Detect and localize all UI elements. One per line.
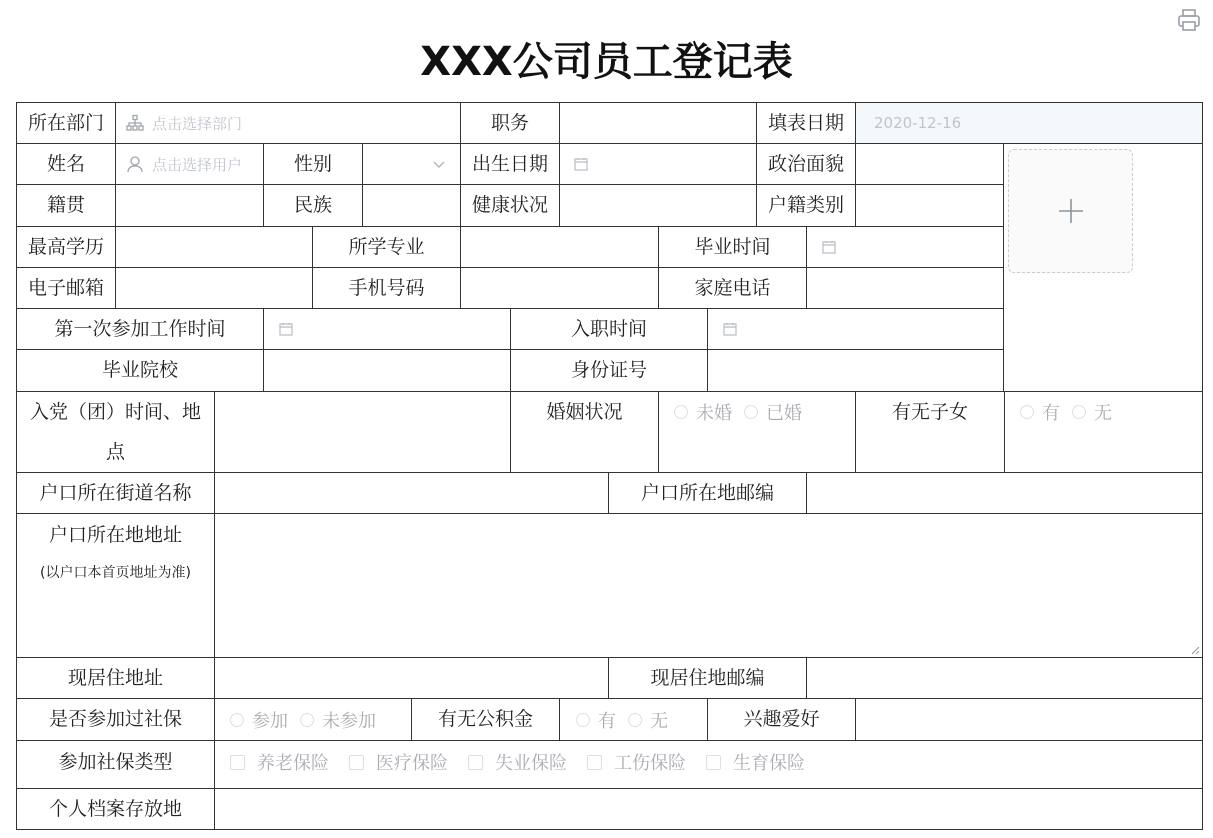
label-major: 所学专业: [348, 235, 425, 258]
calendar-icon: [574, 157, 588, 171]
label-current-postcode: 现居住地邮编: [650, 666, 765, 689]
label-home-phone: 家庭电话: [694, 276, 771, 299]
archive-location-input[interactable]: [215, 789, 1202, 829]
hukou-street-input[interactable]: [215, 473, 608, 513]
marital-option-label: 未婚: [696, 403, 732, 424]
label-politics: 政治面貌: [767, 152, 844, 175]
label-ethnicity: 民族: [293, 194, 332, 216]
radio-circle[interactable]: [576, 713, 590, 727]
radio-circle[interactable]: [1020, 405, 1034, 419]
major-input[interactable]: [461, 227, 658, 267]
label-hukou-postcode: 户口所在地邮编: [640, 481, 774, 504]
grad-time-input[interactable]: [822, 226, 1000, 268]
label-mobile: 手机号码: [348, 276, 425, 299]
radio-circle[interactable]: [300, 713, 314, 727]
school-input[interactable]: [264, 350, 510, 391]
user-select[interactable]: [126, 143, 260, 185]
department-select[interactable]: [126, 102, 456, 144]
label-birth-date: 出生日期: [471, 152, 548, 175]
fund-option-label: 有: [598, 710, 616, 732]
label-party-line2: 点: [105, 440, 125, 463]
resize-handle-icon[interactable]: [1190, 645, 1200, 655]
ss-types-checkbox-group[interactable]: [230, 740, 1190, 784]
label-hukou-address-note: (以户口本首页地址为准): [40, 565, 191, 581]
label-party-line1: 入党（团）时间、地: [29, 400, 201, 423]
children-radio-group[interactable]: [1020, 397, 1200, 427]
ss-option-no[interactable]: [300, 707, 376, 733]
hobbies-input[interactable]: [856, 699, 1202, 740]
id-number-input[interactable]: [708, 350, 1003, 391]
fund-option-no[interactable]: [628, 707, 668, 733]
children-option-no[interactable]: [1072, 399, 1112, 425]
marital-option-unmarried[interactable]: [674, 399, 732, 425]
label-native-place: 籍贯: [46, 194, 85, 216]
marital-radio-group[interactable]: [674, 397, 854, 427]
label-id-number: 身份证号: [570, 359, 647, 381]
calendar-icon: [279, 322, 293, 336]
education-input[interactable]: [116, 227, 312, 267]
radio-circle[interactable]: [628, 713, 642, 727]
checkbox[interactable]: [230, 755, 245, 770]
checkbox[interactable]: [587, 755, 602, 770]
ss-option-label: 参加: [252, 710, 288, 732]
hukou-address-textarea[interactable]: [215, 514, 1202, 657]
party-info-input[interactable]: [215, 392, 510, 472]
ss-type-label: 医疗保险: [376, 753, 448, 774]
checkbox[interactable]: [706, 755, 721, 770]
printer-icon[interactable]: [1176, 7, 1202, 33]
radio-circle[interactable]: [744, 405, 758, 419]
radio-circle[interactable]: [1072, 405, 1086, 419]
first-work-date-input[interactable]: [279, 308, 505, 350]
gender-select[interactable]: [363, 144, 460, 184]
housing-fund-radio-group[interactable]: [576, 698, 706, 741]
chevron-down-icon: [432, 159, 446, 169]
fill-date-value: 2020-12-16: [874, 114, 962, 132]
label-household-type: 户籍类别: [767, 194, 844, 216]
position-input[interactable]: [560, 103, 756, 143]
fill-date-input[interactable]: [874, 102, 1194, 144]
marital-option-label: 已婚: [766, 403, 802, 424]
current-address-input[interactable]: [215, 658, 608, 698]
photo-upload[interactable]: [1008, 149, 1133, 273]
politics-input[interactable]: [856, 144, 1003, 184]
label-children: 有无子女: [891, 400, 968, 423]
calendar-icon: [822, 240, 836, 254]
label-education: 最高学历: [27, 235, 104, 258]
label-first-work: 第一次参加工作时间: [54, 317, 226, 340]
label-housing-fund: 有无公积金: [437, 708, 533, 730]
hukou-postcode-input[interactable]: [807, 473, 1202, 513]
ss-type-label: 工伤保险: [614, 753, 686, 774]
ss-option-yes[interactable]: [230, 707, 288, 733]
label-hobbies: 兴趣爱好: [743, 708, 820, 730]
fund-option-label: 无: [650, 710, 668, 732]
label-hukou-street: 户口所在街道名称: [39, 481, 192, 504]
native-place-input[interactable]: [116, 185, 263, 226]
social-security-radio-group[interactable]: [230, 698, 410, 741]
marital-option-married[interactable]: [744, 399, 802, 425]
children-option-label: 无: [1094, 403, 1112, 424]
label-hukou-address: 户口所在地地址: [48, 523, 182, 546]
mobile-input[interactable]: [461, 268, 658, 308]
checkbox[interactable]: [468, 755, 483, 770]
label-health: 健康状况: [471, 194, 548, 216]
children-option-yes[interactable]: [1020, 399, 1060, 425]
label-department: 所在部门: [27, 111, 104, 134]
fund-option-yes[interactable]: [576, 707, 616, 733]
radio-circle[interactable]: [674, 405, 688, 419]
ss-type-medical[interactable]: [349, 749, 448, 775]
ss-type-maternity[interactable]: [706, 749, 805, 775]
label-position: 职务: [490, 111, 529, 134]
email-input[interactable]: [116, 268, 312, 308]
label-email: 电子邮箱: [27, 276, 104, 299]
home-phone-input[interactable]: [807, 268, 1003, 308]
label-entry-time: 入职时间: [570, 317, 647, 340]
name-placeholder: 点击选择用户: [152, 155, 243, 174]
label-ss-types: 参加社保类型: [58, 751, 173, 773]
checkbox[interactable]: [349, 755, 364, 770]
user-icon: [126, 155, 144, 173]
ss-type-injury[interactable]: [587, 749, 686, 775]
label-gender: 性别: [293, 152, 332, 175]
label-social-security: 是否参加过社保: [48, 708, 182, 730]
label-grad-time: 毕业时间: [694, 235, 771, 258]
label-school: 毕业院校: [101, 359, 178, 381]
form-title: XXX公司员工登记表: [420, 39, 793, 85]
ss-type-pension[interactable]: [230, 749, 329, 775]
label-current-address: 现居住地址: [67, 666, 163, 689]
calendar-icon: [723, 322, 737, 336]
ss-type-unemployment[interactable]: [468, 749, 567, 775]
radio-circle[interactable]: [230, 713, 244, 727]
ethnicity-input[interactable]: [363, 185, 460, 226]
birth-date-input[interactable]: [574, 143, 754, 185]
label-fill-date: 填表日期: [767, 111, 844, 134]
department-placeholder: 点击选择部门: [152, 114, 243, 133]
label-marital: 婚姻状况: [546, 400, 623, 423]
label-archive-location: 个人档案存放地: [48, 797, 182, 820]
ss-type-label: 养老保险: [257, 753, 329, 774]
plus-icon: [1057, 197, 1085, 225]
children-option-label: 有: [1042, 403, 1060, 424]
ss-option-label: 未参加: [322, 710, 376, 732]
current-postcode-input[interactable]: [807, 658, 1202, 698]
ss-type-label: 生育保险: [733, 753, 805, 774]
health-input[interactable]: [560, 185, 756, 226]
label-name: 姓名: [46, 152, 85, 175]
household-type-input[interactable]: [856, 185, 1003, 226]
entry-date-input[interactable]: [723, 308, 999, 350]
ss-type-label: 失业保险: [495, 753, 567, 774]
org-chart-icon: [126, 114, 144, 132]
